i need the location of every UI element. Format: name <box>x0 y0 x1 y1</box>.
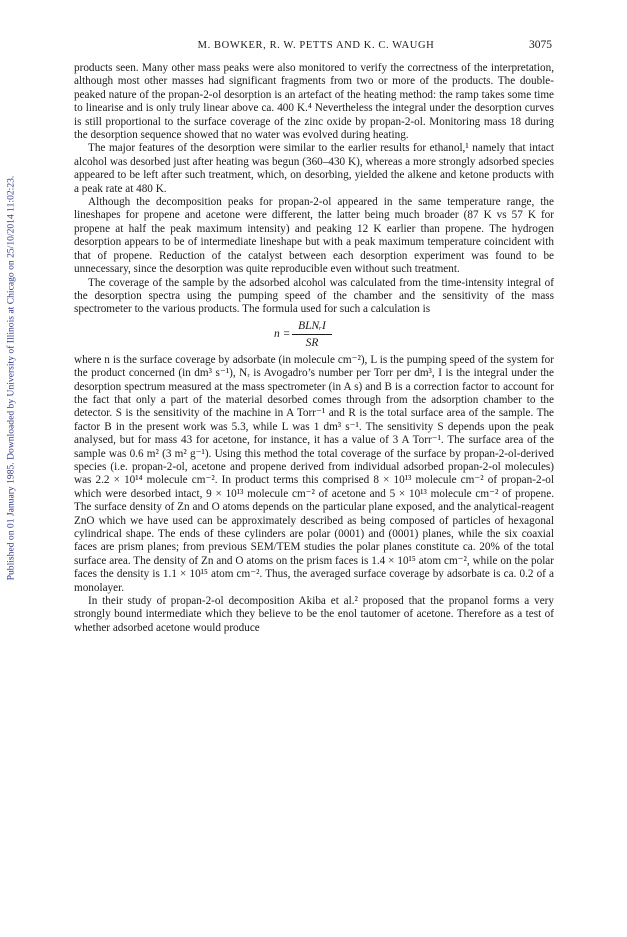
paragraph: Although the decomposition peaks for propan-2-ol appeared in the same temperature range, the lineshapes for propene and acetone were different, the latter being much broader (87 K vs 57 K for propene at half the peak maximum intensity) and peaking 12 K earlier than propene. The hydrogen desorption appears to be of intermediate lineshape but with a peak maximum temperature coincident with that of propene. Reduction of the catalyst between each desorption experiment was found to be unnecessary, since the desorption was quite reproducible even without such treatment. <box>74 196 554 276</box>
paragraph: In their study of propan-2-ol decomposition Akiba et al.² proposed that the propanol forms a very strongly bound intermediate which they believe to be the enol tautomer of acetone. Therefore as a test of whether adsorbed acetone would produce <box>74 595 554 634</box>
formula-lhs: n = <box>274 327 291 340</box>
formula-denominator: SR <box>305 336 319 349</box>
fraction-bar <box>292 334 332 335</box>
paragraph: The major features of the desorption were similar to the earlier results for ethanol,¹ namely that intact alcohol was desorbed just after heating was begun (360–430 K), whereas a more strongly adsorbed species appeared to be left after such treatment, which, on desorbing, yielded the alkene and ketone products with a peak rate at 480 K. <box>74 142 554 195</box>
coverage-formula <box>74 319 554 351</box>
running-header <box>80 40 552 56</box>
body-text <box>74 62 554 635</box>
header-authors: M. BOWKER, R. W. PETTS AND K. C. WAUGH <box>197 40 435 51</box>
page-number: 3075 <box>529 39 552 51</box>
paragraph: The coverage of the sample by the adsorbed alcohol was calculated from the time-intensity integral of the desorption spectra using the pumping speed of the chamber and the sensitivity of the mass spectrometer to the various products. The formula used for such a calculation is <box>74 276 554 316</box>
download-watermark <box>4 118 18 638</box>
download-watermark-text: Published on 01 January 1985. Downloaded by University of Illinois at Chicago on 25/10/2014 11:02:23. <box>5 175 17 581</box>
paragraph: products seen. Many other mass peaks were also monitored to verify the correctness of the interpretation, although most other masses had significant fragments from two or more of the products. The double-peaked nature of the propan-2-ol desorption is an artefact of the heating method: the ramp takes some time to linearise and is only truly linear above ca. 400 K.⁴ Nevertheless the integral under the desorption curves is still proportional to the surface coverage of the zinc oxide by propan-2-ol. Monitoring mass 18 during the desorption sequence showed that no water was evolved during heating. <box>74 62 554 142</box>
formula-numerator: BLNᵣI <box>298 319 326 332</box>
formula-fraction <box>292 319 332 350</box>
paragraph: where n is the surface coverage by adsorbate (in molecule cm⁻²), L is the pumping speed of the system for the product concerned (in dm³ s⁻¹), Nᵣ is Avogadro’s number per Torr per dm³, I is the integral under the desorption spectrum measured at the mass spectrometer (in A s) and B is a correction factor to account for the fact that only a part of the material desorbed comes through from the adsorption chamber to the detector. S is the sensitivity of the machine in A Torr⁻¹ and R is the total surface area of the sample. The factor B in the present work was 5.3, while L was 1 dm³ s⁻¹. The sensitivity S depends upon the peak analysed, but for mass 43 for acetone, for instance, it has a value of 3 A Torr⁻¹. The surface area of the sample was 0.6 m² (3 m² g⁻¹). Using this method the total coverage of the surface by propan-2-ol-derived species (i.e. propan-2-ol, acetone and propene derived from individual adsorbed propan-2-ol molecules) was 2.2 × 10¹⁴ molecule cm⁻². In product terms this comprised 8 × 10¹³ molecule cm⁻² of propan-2-ol which were desorbed intact, 9 × 10¹³ molecule cm⁻² of acetone and 5 × 10¹³ molecule cm⁻² of propene. The surface density of Zn and O atoms depends on the particular plane exposed, and the analytical-reagent ZnO which we have used can be approximately described as being composed of particles of hexagonal cylindrical shape. The ends of these cylinders are polar (0001) and (0001) planes, while the six coaxial faces are prism planes; from previous SEM/TEM studies the polar planes constitute ca. 20% of the total surface area. The density of Zn and O atoms on the prism faces is 1.4 × 10¹⁵ atom cm⁻², while on the polar faces the density is 1.1 × 10¹⁵ atom cm⁻². Thus, the averaged surface coverage by adsorbate is ca. 0.2 of a monolayer. <box>74 353 554 594</box>
